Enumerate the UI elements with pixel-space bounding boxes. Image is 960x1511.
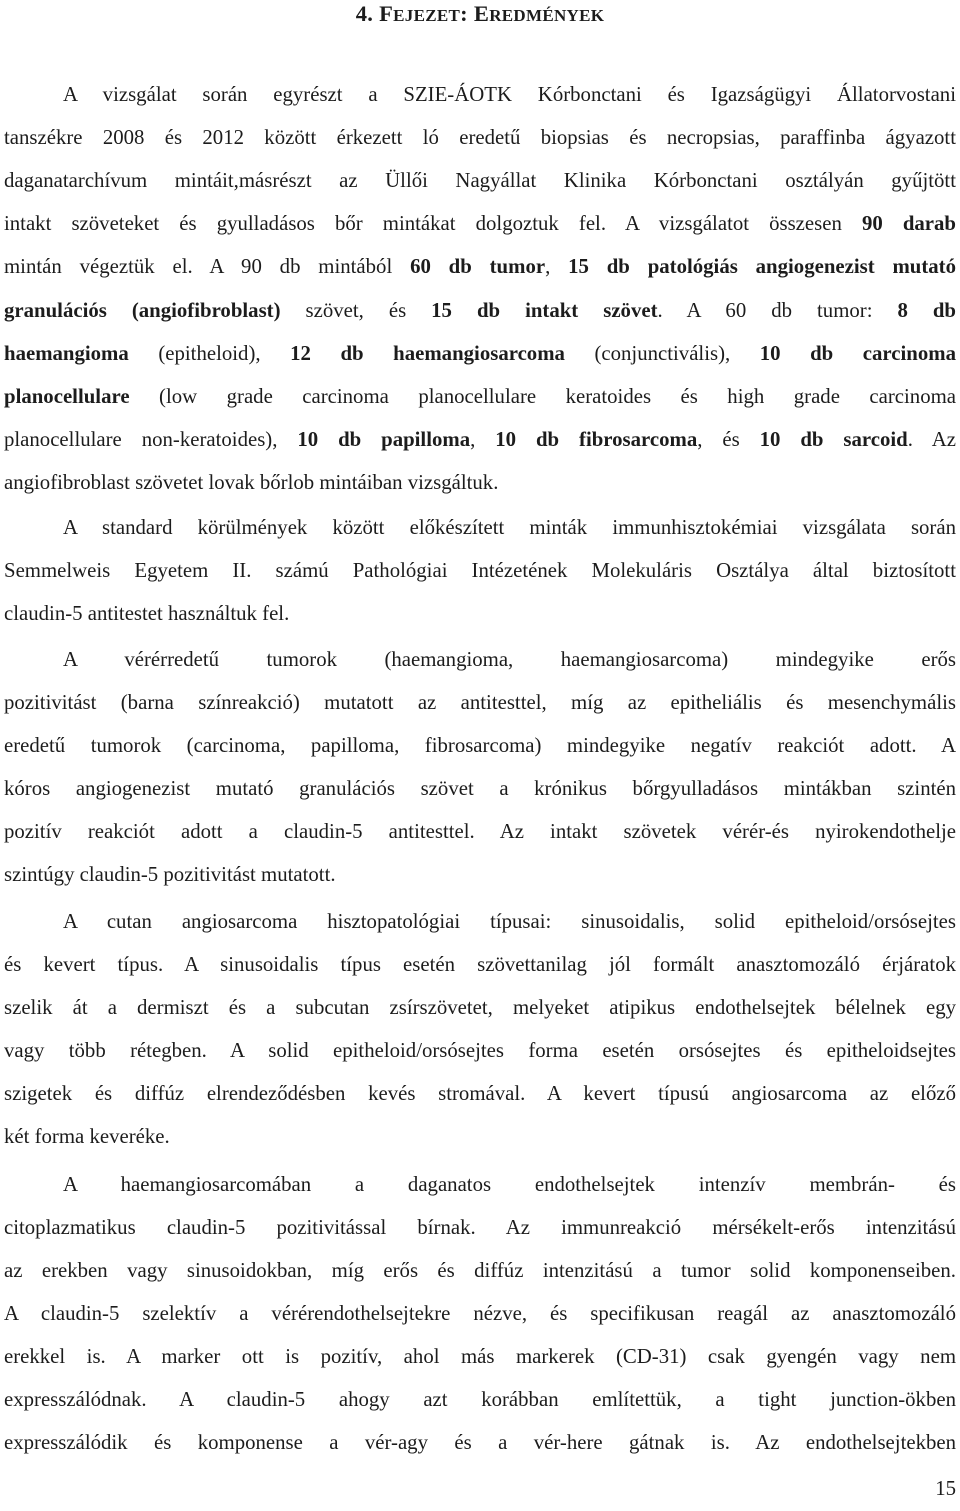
text-line: az erekben vagy sinusoidokban, míg erős és diffúz intenzitású a tumor solid komponenseiben.: [4, 1259, 956, 1282]
page-number: 15: [935, 1477, 956, 1500]
text-line: expresszálódik és komponense a vér-agy és a vér-here gátnak is. Az endothelsejtekben: [4, 1431, 956, 1454]
text-line: A claudin-5 szelektív a vérérendothelsejtekre nézve, és specifikusan reagál az anasztomozáló: [4, 1302, 956, 1325]
text-line: A haemangiosarcomában a daganatos endothelsejtek intenzív membrán- és: [63, 1173, 956, 1196]
text-line: A standard körülmények között előkészített minták immunhisztokémiai vizsgálata során: [63, 516, 956, 539]
text-line: angiofibroblast szövetet lovak bőrlob mintáiban vizsgáltuk.: [4, 471, 499, 494]
text-line: kóros angiogenezist mutató granulációs szövet a krónikus bőrgyulladásos mintákban szintén: [4, 777, 956, 800]
text-line: haemangioma (epitheloid), 12 db haemangiosarcoma (conjunctivális), 10 db carcinoma: [4, 342, 956, 365]
text-line: szigetek és diffúz elrendeződésben kevés stromával. A kevert típusú angiosarcoma az előző: [4, 1082, 956, 1105]
text-line: A vérérredetű tumorok (haemangioma, haemangiosarcoma) mindegyike erős: [63, 648, 956, 671]
text-line: expresszálódnak. A claudin-5 ahogy azt korábban említettük, a tight junction-ökben: [4, 1388, 956, 1411]
text-line: A cutan angiosarcoma hisztopatológiai típusai: sinusoidalis, solid epitheloid/orsósejtes: [63, 910, 956, 933]
text-line: daganatarchívum mintáit,másrészt az Üllői Nagyállat Klinika Kórbonctani osztályán gyűjtött: [4, 169, 956, 192]
text-line: planocellulare (low grade carcinoma planocellulare keratoides és high grade carcinoma: [4, 385, 956, 408]
text-line: és kevert típus. A sinusoidalis típus esetén szövettanilag jól formált anasztomozáló érjáratok: [4, 953, 956, 976]
text-line: két forma keveréke.: [4, 1125, 170, 1148]
text-line: pozitivitást (barna színreakció) mutatott az antitesttel, míg az epitheliális és mesenchymális: [4, 691, 956, 714]
text-line: eredetű tumorok (carcinoma, papilloma, fibrosarcoma) mindegyike negatív reakciót adott. A: [4, 734, 956, 757]
chapter-heading: 4. FEJEZET: EREDMÉNYEK: [355, 1, 605, 26]
text-line: A vizsgálat során egyrészt a SZIE-ÁOTK Kórbonctani és Igazságügyi Állatorvostani: [63, 83, 956, 106]
text-line: Semmelweis Egyetem II. számú Pathológiai Intézetének Molekuláris Osztálya által biztosított: [4, 559, 956, 582]
text-line: mintán végeztük el. A 90 db mintából 60 db tumor, 15 db patológiás angiogenezist mutató: [4, 255, 957, 278]
text-line: granulációs (angiofibroblast) szövet, és 15 db intakt szövet. A 60 db tumor: 8 db: [4, 299, 956, 322]
text-line: claudin-5 antitestet használtuk fel.: [4, 602, 290, 625]
text-line: planocellulare non-keratoides), 10 db papilloma, 10 db fibrosarcoma, és 10 db sarcoid. Az: [4, 428, 956, 451]
text-line: erekkel is. A marker ott is pozitív, ahol más markerek (CD-31) csak gyengén vagy nem: [4, 1345, 956, 1368]
text-line: pozitív reakciót adott a claudin-5 antitesttel. Az intakt szövetek vérér-és nyirokendothelje: [4, 820, 956, 843]
text-line: szintúgy claudin-5 pozitivitást mutatott.: [4, 863, 336, 886]
text-line: citoplazmatikus claudin-5 pozitivitással bírnak. Az immunreakció mérsékelt-erős intenzitású: [4, 1216, 956, 1239]
text-line: intakt szöveteket és gyulladásos bőr mintákat dolgoztuk fel. A vizsgálatot összesen 90 darab: [4, 212, 956, 235]
text-line: szelik át a dermiszt és a subcutan zsírszövetet, melyeket atipikus endothelsejtek bélelnek egy: [4, 996, 956, 1019]
text-line: tanszékre 2008 és 2012 között érkezett ló eredetű biopsias és necropsias, paraffinba ágyazott: [4, 126, 956, 149]
text-line: vagy több rétegben. A solid epitheloid/orsósejtes forma esetén orsósejtes és epitheloidsejtes: [4, 1039, 956, 1062]
